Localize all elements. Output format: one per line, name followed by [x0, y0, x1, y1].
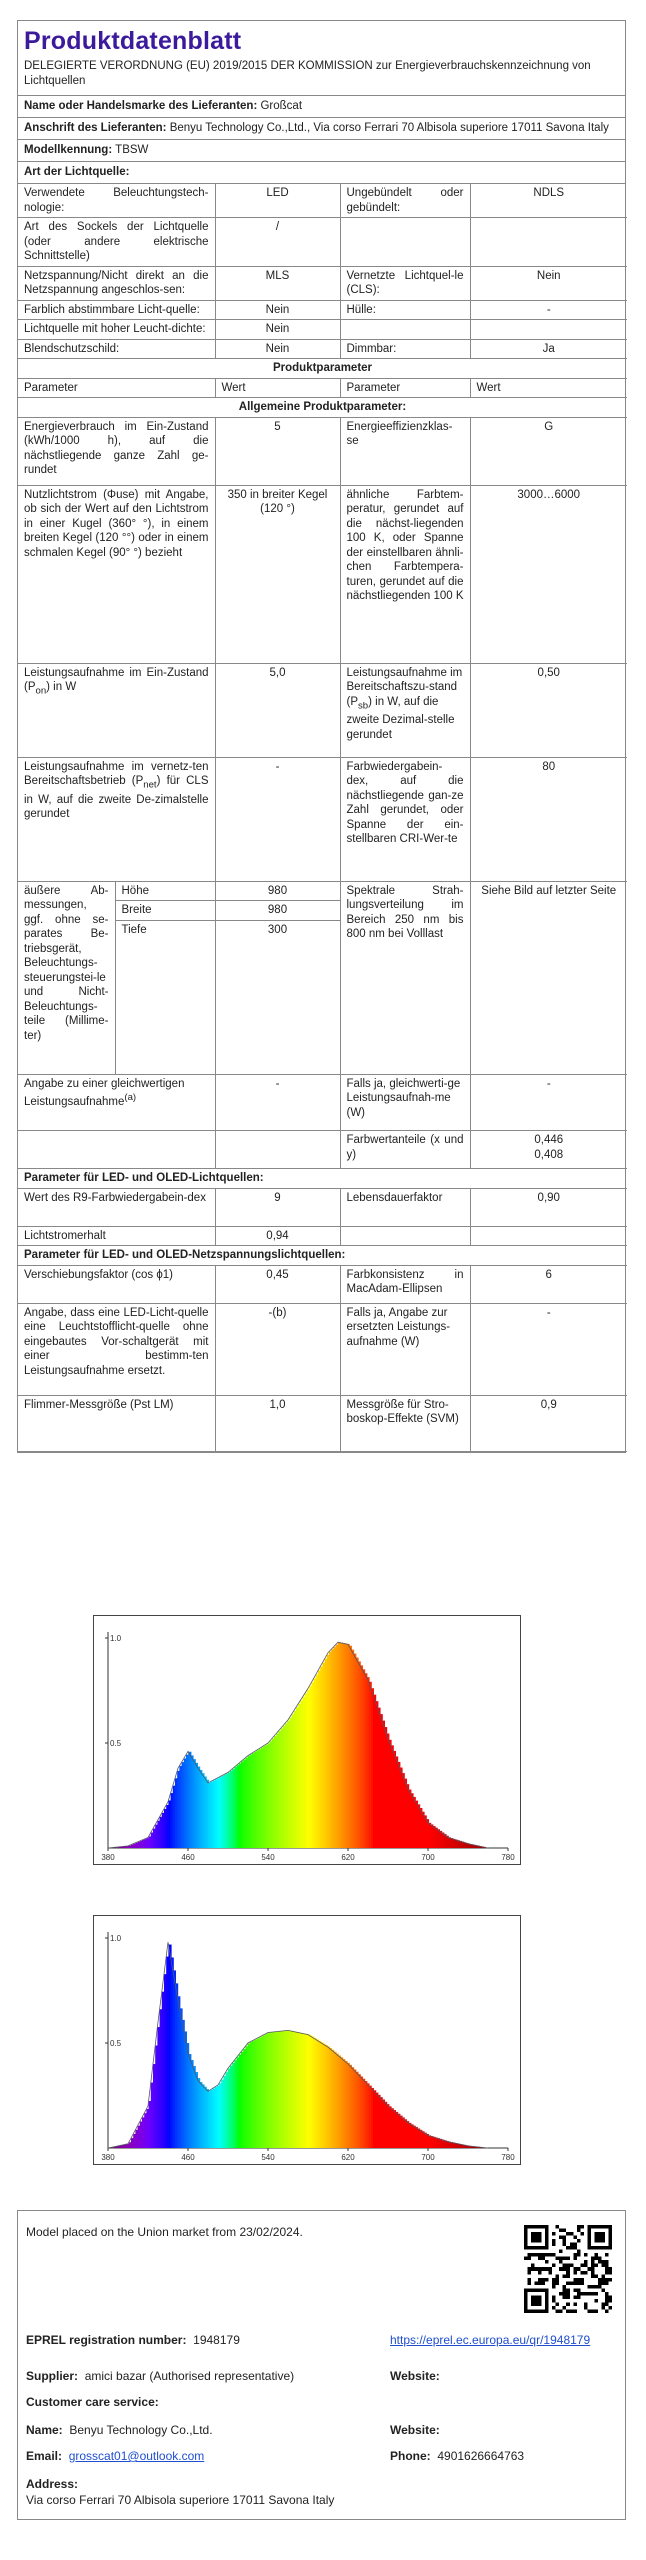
equivalent-power-value: - — [215, 1075, 340, 1131]
eprel-row — [26, 2333, 240, 2347]
type-label: Verwendete Beleuchtungstech-nologie: — [18, 184, 215, 218]
type-value: / — [215, 218, 340, 267]
mains-parameters-heading: Parameter für LED- und OLED-Netzspannungslichtquellen: — [18, 1246, 627, 1266]
width-label: Breite — [115, 901, 215, 921]
lumen-maintenance-label: Lichtstromerhalt — [18, 1226, 215, 1246]
replacement-claim-value: -(b) — [215, 1303, 340, 1395]
y-tick-label: 1.0 — [110, 1634, 122, 1643]
useful-flux-value: 350 in breiter Kegel (120 °) — [215, 485, 340, 663]
dimensions-label: äußere Ab-messungen, ggf. ohne se-parates Be-triebsgerät, Beleuchtungs-steuerungstei-le und Nicht-Beleuchtungs-teile (Millime-ter) — [18, 882, 115, 1075]
supplier-address-row — [18, 118, 625, 140]
equivalent-power-label: Angabe zu einer gleichwertigen Leistungsaufnahme$^{(a)}$ — [18, 1075, 215, 1131]
phone-label: Phone: — [390, 2449, 431, 2463]
name-value: Benyu Technology Co.,Ltd. — [69, 2423, 213, 2437]
replacement-claim-label: Angabe, dass eine LED-Licht-quelle eine Leuchtstofflicht-quelle ohne eingebautes Vor-schaltgerät mit einer bestimm-ten Leistungsaufnahme ersetzt. — [18, 1303, 215, 1395]
type-label: Netzspannung/Nicht direkt an die Netzspannung angeschlos-sen: — [18, 266, 215, 300]
x-tick-label: 780 — [501, 1853, 515, 1862]
x-tick-label: 460 — [181, 2153, 195, 2162]
type-label: Lichtquelle mit hoher Leucht-dichte: — [18, 320, 215, 340]
macadam-value: 6 — [470, 1265, 627, 1303]
chromaticity-label: Farbwertanteile (x und y) — [340, 1131, 470, 1169]
page-title: Produktdatenblatt — [24, 27, 242, 55]
light-source-type-row — [18, 162, 625, 184]
x-tick-label: 540 — [261, 1853, 275, 1862]
general-parameters-heading: Allgemeine Produktparameter: — [18, 398, 627, 418]
model-value: TBSW — [115, 144, 149, 156]
svm-label: Messgröße für Stro-boskop-Effekte (SVM) — [340, 1395, 470, 1451]
type-value-2: NDLS — [470, 184, 627, 218]
type-value-2 — [470, 320, 627, 340]
supplier-name-row — [18, 96, 625, 118]
address-value: Via corso Ferrari 70 Albisola superiore 17011 Savona Italy — [26, 2493, 335, 2507]
eprel-link[interactable]: https://eprel.ec.europa.eu/qr/1948179 — [390, 2333, 591, 2347]
type-value: Nein — [215, 300, 340, 320]
dimensions-table — [18, 882, 627, 1075]
networked-standby-value: - — [215, 757, 340, 881]
product-datasheet — [17, 20, 626, 1453]
light-source-type-label: Art der Lichtquelle: — [24, 166, 130, 178]
website-row — [390, 2369, 440, 2383]
standby-power-label: Leistungsaufnahme im Bereitschaftszu-stand $(P_{sb})$ in W, auf die zweite Dezimal-stelle gerundet — [340, 663, 470, 757]
type-label-2: Vernetzte Lichtquel-le (CLS): — [340, 266, 470, 300]
spectral-chart-1 — [93, 1615, 521, 1865]
type-label: Art des Sockels der Lichtquelle (oder andere elektrische Schnittstelle) — [18, 218, 215, 267]
website2-label: Website: — [390, 2423, 440, 2437]
macadam-label: Farbkonsistenz in MacAdam-Ellipsen — [340, 1265, 470, 1303]
supplier-name-value: Großcat — [260, 100, 303, 112]
empty-cell — [215, 1131, 340, 1169]
type-label-2: Dimmbar: — [340, 339, 470, 359]
type-value-2: Ja — [470, 339, 627, 359]
supplier-row — [26, 2369, 294, 2383]
empty-cell — [18, 1131, 215, 1169]
model-row — [18, 140, 625, 162]
further-parameters-table — [18, 1075, 627, 1452]
website-label: Website: — [390, 2369, 440, 2383]
col-param2-header: Parameter — [340, 378, 470, 398]
type-value: Nein — [215, 320, 340, 340]
placed-on-market: Model placed on the Union market from 23/02/2024. — [26, 2225, 303, 2239]
supplier-information — [17, 2210, 626, 2520]
flicker-value: 1,0 — [215, 1395, 340, 1451]
x-tick-label: 540 — [261, 2153, 275, 2162]
type-value: LED — [215, 184, 340, 218]
depth-label: Tiefe — [115, 920, 215, 1074]
type-row — [18, 184, 627, 218]
supplier-label: Supplier: — [26, 2369, 79, 2383]
website2-row — [390, 2423, 440, 2437]
customer-care-heading — [26, 2395, 159, 2409]
height-value: 980 — [215, 882, 340, 901]
led-parameters-heading: Parameter für LED- und OLED-Lichtquellen: — [18, 1169, 627, 1189]
energy-class-value: G — [470, 417, 627, 485]
type-label-2: Ungebündelt oder gebündelt: — [340, 184, 470, 218]
flicker-label: Flimmer-Messgröße (Pst LM) — [18, 1395, 215, 1451]
type-value: MLS — [215, 266, 340, 300]
energy-consumption-label: Energieverbrauch im Ein-Zustand (kWh/1000 h), auf die nächstliegende ganze Zahl ge-rundet — [18, 417, 215, 485]
eprel-value: 1948179 — [193, 2333, 240, 2347]
on-mode-power-value: 5,0 — [215, 663, 340, 757]
lumen-maintenance-value: 0,94 — [215, 1226, 340, 1246]
svm-value: 0,9 — [470, 1395, 627, 1451]
col-value2-header: Wert — [470, 378, 627, 398]
replacement-power-value: - — [470, 1303, 627, 1395]
x-tick-label: 460 — [181, 1853, 195, 1862]
empty-cell — [470, 1226, 627, 1246]
type-label: Farblich abstimmbare Licht-quelle: — [18, 300, 215, 320]
x-tick-label: 620 — [341, 2153, 355, 2162]
x-tick-label: 700 — [421, 1853, 435, 1862]
x-tick-label: 380 — [101, 2153, 115, 2162]
survival-factor-value: 0,90 — [470, 1188, 627, 1226]
type-label-2 — [340, 218, 470, 267]
address-label: Address: — [26, 2477, 79, 2491]
r9-value: 9 — [215, 1188, 340, 1226]
type-label: Blendschutzschild: — [18, 339, 215, 359]
x-tick-label: 620 — [341, 1853, 355, 1862]
survival-factor-label: Lebensdauerfaktor — [340, 1188, 470, 1226]
type-label-2: Hülle: — [340, 300, 470, 320]
light-source-type-table — [18, 184, 627, 359]
phone-row — [390, 2449, 524, 2463]
energy-consumption-value: 5 — [215, 417, 340, 485]
power-factor-label: Verschiebungsfaktor (cos ϕ1) — [18, 1265, 215, 1303]
y-tick-label: 1.0 — [110, 1934, 122, 1943]
email-label: Email: — [26, 2449, 63, 2463]
supplier-address-label: Anschrift des Lieferanten: — [24, 122, 167, 134]
type-value: Nein — [215, 339, 340, 359]
equivalent-power2-label: Falls ja, gleichwerti-ge Leistungsaufnah-me (W) — [340, 1075, 470, 1131]
standby-power-value: 0,50 — [470, 663, 627, 757]
product-parameters-heading: Produktparameter — [18, 359, 627, 378]
name-label: Name: — [26, 2423, 63, 2437]
supplier-address-value: Benyu Technology Co.,Ltd., Via corso Ferrari 70 Albisola superiore 17011 Savona Italy — [169, 122, 609, 134]
on-mode-power-label: Leistungsaufnahme im Ein-Zustand $(P_{on})$ in W — [18, 663, 215, 757]
empty-cell — [340, 1226, 470, 1246]
email-row — [26, 2449, 204, 2463]
supplier-value: amici bazar (Authorised representative) — [84, 2369, 295, 2383]
type-row — [18, 218, 627, 267]
type-row — [18, 339, 627, 359]
email-link[interactable]: grosscat01@outlook.com — [68, 2449, 205, 2463]
customer-care-label: Customer care service: — [26, 2395, 159, 2409]
spectral-chart-1-svg — [94, 1616, 522, 1866]
datasheet-header — [18, 21, 625, 96]
networked-standby-label: Leistungsaufnahme im vernetz-ten Bereitschaftsbetrieb $(P_{net})$ für CLS in W, auf die zweite De-zimalstelle gerundet — [18, 757, 215, 881]
type-value-2 — [470, 218, 627, 267]
col-param-header: Parameter — [18, 378, 215, 398]
qr-code-icon — [524, 2225, 612, 2313]
y-tick-label: 0.5 — [110, 2039, 122, 2048]
type-value-2: - — [470, 300, 627, 320]
color-temperature-label: ähnliche Farbtem-peratur, gerundet auf die nächst-liegenden 100 K, oder Spanne der einstellbaren ähnli-chen Farbtempera-turen, gerundet auf die nächstliegenden 100 K — [340, 485, 470, 663]
address-row — [26, 2477, 78, 2491]
x-tick-label: 780 — [501, 2153, 515, 2162]
spectral-chart-2-svg — [94, 1916, 522, 2166]
y-tick-label: 0.5 — [110, 1739, 122, 1748]
color-temperature-value: 3000…6000 — [470, 485, 627, 663]
x-tick-label: 700 — [421, 2153, 435, 2162]
spectral-chart-2 — [93, 1915, 521, 2165]
cri-value: 80 — [470, 757, 627, 881]
energy-class-label: Energieeffizienzklas-se — [340, 417, 470, 485]
cri-label: Farbwiedergabein-dex, auf die nächstliegende gan-ze Zahl gerundet, oder Spanne der ein-stellbaren CRI-Wer-te — [340, 757, 470, 881]
r9-label: Wert des R9-Farbwiedergabein-dex — [18, 1188, 215, 1226]
eprel-label: EPREL registration number: — [26, 2333, 187, 2347]
x-tick-label: 380 — [101, 1853, 115, 1862]
type-row — [18, 320, 627, 340]
phone-value: 4901626664763 — [437, 2449, 525, 2463]
spectral-distribution-label: Spektrale Strah-lungsverteilung im Bereich 250 nm bis 800 nm bei Volllast — [340, 882, 470, 1075]
product-parameters-table — [18, 359, 627, 882]
name-row — [26, 2423, 213, 2437]
depth-value: 300 — [215, 920, 340, 1074]
type-label-2 — [340, 320, 470, 340]
useful-flux-label: Nutzlichtstrom (Φuse) mit Angabe, ob sich der Wert auf den Lichtstrom in einer Kugel (360° °), in einem breiten Kegel (120 °°) oder in einem schmalen Kegel (90° °) bezieht — [18, 485, 215, 663]
regulation-text: DELEGIERTE VERORDNUNG (EU) 2019/2015 DER KOMMISSION zur Energieverbrauchskennzeichnung von Lichtquellen — [24, 60, 591, 87]
height-label: Höhe — [115, 882, 215, 901]
col-value-header: Wert — [215, 378, 340, 398]
width-value: 980 — [215, 901, 340, 921]
equivalent-power2-value: - — [470, 1075, 627, 1131]
model-label: Modellkennung: — [24, 144, 113, 156]
chromaticity-value: 0,446 0,408 — [470, 1131, 627, 1169]
replacement-power-label: Falls ja, Angabe zur ersetzten Leistungs-aufnahme (W) — [340, 1303, 470, 1395]
type-row — [18, 300, 627, 320]
type-value-2: Nein — [470, 266, 627, 300]
supplier-name-label: Name oder Handelsmarke des Lieferanten: — [24, 100, 258, 112]
spectral-distribution-value: Siehe Bild auf letzter Seite — [470, 882, 627, 1075]
type-row — [18, 266, 627, 300]
power-factor-value: 0,45 — [215, 1265, 340, 1303]
